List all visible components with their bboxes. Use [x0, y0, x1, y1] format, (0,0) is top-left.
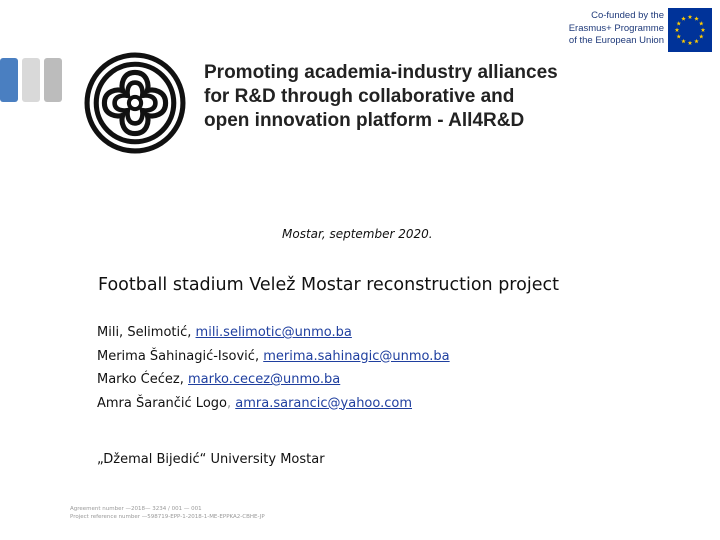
- footer-notes: [70, 505, 265, 521]
- eu-text-line: Co-funded by the: [591, 10, 664, 21]
- author-row: [97, 392, 450, 416]
- side-bar-grey: [44, 58, 62, 102]
- author-email-link[interactable]: amra.sarancic@yahoo.com: [235, 395, 413, 411]
- project-title-line: Promoting academia-industry alliances: [204, 62, 558, 83]
- author-separator: ,: [226, 395, 232, 411]
- author-row: [97, 321, 450, 345]
- eu-text-line: Erasmus+ Programme: [568, 22, 664, 34]
- author-name: Mili, Selimotić: [97, 325, 188, 340]
- author-row: [97, 345, 450, 369]
- project-title-block: [204, 61, 664, 133]
- author-email-link[interactable]: merima.sahinagic@unmo.ba: [263, 348, 450, 364]
- author-name: Merima Šahinagić-Isović: [97, 348, 255, 364]
- place-date: Mostar, september 2020.: [282, 227, 433, 241]
- author-email-link[interactable]: mili.selimotic@unmo.ba: [195, 325, 352, 340]
- eu-text-line: of the European Union: [568, 35, 664, 46]
- presentation-title: Football stadium Velež Mostar reconstruction project: [98, 275, 559, 295]
- side-bar-blue: [0, 58, 18, 102]
- author-list: [97, 321, 450, 415]
- eu-cofunding-logo: [560, 8, 712, 54]
- eu-flag-icon: [668, 8, 712, 52]
- project-title-line: for R&D through collaborative and: [204, 86, 515, 107]
- author-separator: ,: [187, 325, 192, 340]
- author-email-link[interactable]: marko.cecez@unmo.ba: [188, 372, 341, 387]
- author-row: [97, 368, 450, 392]
- eu-cofunding-text: [560, 10, 664, 48]
- project-emblem-logo: [84, 52, 186, 154]
- author-name: Amra Šarančić Logo: [97, 395, 227, 411]
- project-title-line: open innovation platform - All4R&D: [204, 110, 525, 131]
- side-decoration-bars: [0, 58, 64, 102]
- university-name: „Džemal Bijedić“ University Mostar: [97, 452, 325, 467]
- side-bar-light-grey: [22, 58, 40, 102]
- author-name: Marko Ćećez: [97, 372, 180, 387]
- author-separator: ,: [254, 348, 260, 364]
- agreement-number: Agreement number —2018— 3234 / 001 — 001: [70, 506, 202, 512]
- project-reference-number: Project reference number —598719-EPP-1-2018-1-ME-EPPKA2-CBHE-JP: [70, 514, 265, 520]
- author-separator: ,: [179, 372, 184, 387]
